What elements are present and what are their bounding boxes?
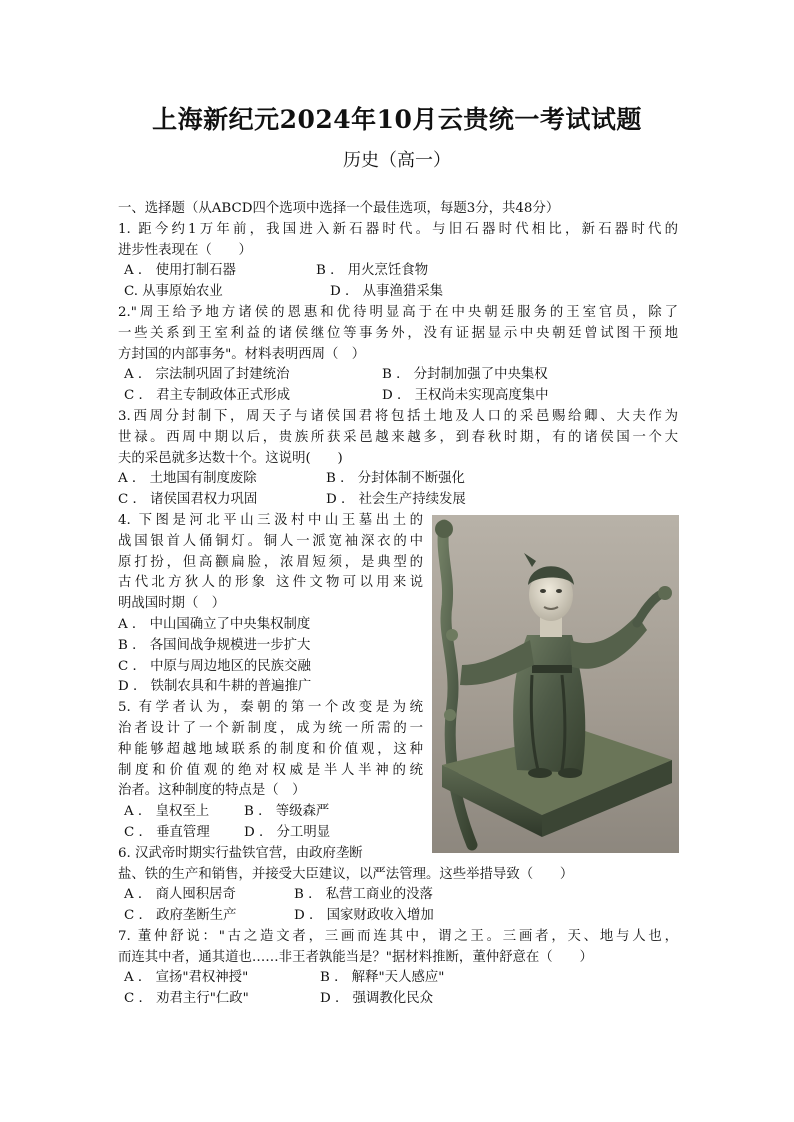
option-d[interactable]: D ． 国家财政收入增加 xyxy=(294,908,434,924)
question-text-line: 治者设计了一个新制度，成为统一所需的一 xyxy=(118,720,423,736)
question-text-line: 制度和价值观的绝对权威是半人半神的统 xyxy=(118,762,423,778)
option-row xyxy=(118,282,678,303)
question-text-line: 3.西周分封制下，周天子与诸侯国君将包括土地及人口的采邑赐给卿、大夫作为 xyxy=(118,408,678,424)
exam-title: 上海新纪元2024年10月云贵统一考试试题 xyxy=(152,105,642,134)
question-text-line: 方封国的内部事务"。材料表明西周（ ） xyxy=(118,346,366,362)
question-1 xyxy=(118,220,678,303)
option-row xyxy=(118,365,678,386)
option-row xyxy=(118,386,678,407)
option-row xyxy=(118,469,678,490)
option-b[interactable]: B ． 用火烹饪食物 xyxy=(316,263,429,279)
option-a[interactable]: A ． 中山国确立了中央集权制度 xyxy=(118,616,311,632)
option-a[interactable]: A ． 宗法制巩固了封建统治 xyxy=(124,367,290,383)
question-text-line: 进步性表现在（ ） xyxy=(118,242,252,258)
option-a[interactable]: A ． 商人囤积居奇 xyxy=(124,887,236,903)
option-c[interactable]: C ． 政府垄断生产 xyxy=(124,908,237,924)
question-text-line: 种能够超越地域联系的制度和价值观，这种 xyxy=(118,741,423,757)
option-c[interactable]: C. 从事原始农业 xyxy=(124,284,223,300)
question-7 xyxy=(118,927,678,1010)
option-d[interactable]: D ． 社会生产持续发展 xyxy=(326,492,466,508)
option-row xyxy=(118,885,678,906)
question-6 xyxy=(118,844,678,927)
question-text-line: 夫的采邑就多达数十个。这说明( ) xyxy=(118,450,343,466)
option-d[interactable]: D ． 王权尚未实现高度集中 xyxy=(382,388,549,404)
option-d[interactable]: D ． 从事渔猎采集 xyxy=(330,284,443,300)
question-text-line: 2."周王给予地方诸侯的恩惠和优待明显高于在中央朝廷服务的王室官员，除了 xyxy=(118,304,678,320)
bronze-lamp-figure-drawing xyxy=(432,515,679,853)
option-d[interactable]: D ． 铁制农具和牛耕的普遍推广 xyxy=(118,679,312,695)
question-text-line: 原打扮，但高颧扁脸，浓眉短须，是典型的 xyxy=(118,554,423,570)
question-text-line: 明战国时期（ ） xyxy=(118,596,226,612)
question-3 xyxy=(118,407,678,511)
option-row xyxy=(118,906,678,927)
exam-subtitle: 历史（高一） xyxy=(343,150,451,171)
option-row xyxy=(118,490,678,511)
option-d[interactable]: D ． 分工明显 xyxy=(244,824,331,840)
option-d[interactable]: D ． 强调教化民众 xyxy=(320,991,433,1007)
question-text-line: 世禄。西周中期以后，贵族所获采邑越来越多，到春秋时期，有的诸侯国一个大 xyxy=(118,429,678,445)
question-text-line: 6. 汉武帝时期实行盐铁官营，由政府垄断 xyxy=(118,845,363,861)
option-a[interactable]: A ． 宣扬"君权神授" xyxy=(124,970,249,986)
question-2 xyxy=(118,303,678,407)
option-c[interactable]: C ． 诸侯国君权力巩固 xyxy=(118,492,258,508)
question-text-line: 4. 下图是河北平山三汲村中山王墓出土的 xyxy=(118,512,423,528)
option-a[interactable]: A ． 土地国有制度废除 xyxy=(118,471,257,487)
option-b[interactable]: B ． 等级森严 xyxy=(244,804,330,820)
option-c[interactable]: C ． 垂直管理 xyxy=(124,824,210,840)
option-b[interactable]: B ． 解释"天人感应" xyxy=(320,970,445,986)
option-row xyxy=(118,261,678,282)
option-b[interactable]: B ． 各国间战争规模进一步扩大 xyxy=(118,637,311,653)
question-text-line: 5. 有学者认为，秦朝的第一个改变是为统 xyxy=(118,700,423,716)
section-heading: 一、选择题（从ABCD四个选项中选择一个最佳选项，每题3分，共48分） xyxy=(118,201,560,216)
option-b[interactable]: B ． 分封制加强了中央集权 xyxy=(382,367,548,383)
question-text-line: 7. 董仲舒说："古之造文者，三画而连其中，谓之王。三画者，天、地与人也， xyxy=(118,928,678,944)
question-text-line: 治者。这种制度的特点是（ ） xyxy=(118,783,306,799)
option-a[interactable]: A ． 皇权至上 xyxy=(124,804,210,820)
option-c[interactable]: C ． 君主专制政体正式形成 xyxy=(124,388,291,404)
option-b[interactable]: B ． 私营工商业的没落 xyxy=(294,887,433,903)
option-b[interactable]: B ． 分封体制不断强化 xyxy=(326,471,465,487)
option-c[interactable]: C ． 中原与周边地区的民族交融 xyxy=(118,658,311,674)
option-row xyxy=(118,968,678,989)
question-text-line: 一些关系到王室利益的诸侯继位等事务外，没有证据显示中央朝廷曾试图干预地 xyxy=(118,325,678,341)
option-a[interactable]: A ． 使用打制石器 xyxy=(124,263,236,279)
option-row xyxy=(118,989,678,1010)
question-text-line: 1. 距今约1万年前，我国进入新石器时代。与旧石器时代相比，新石器时代的 xyxy=(118,221,678,237)
question-text-line: 古代北方狄人的形象 这件文物可以用来说 xyxy=(118,575,423,591)
option-c[interactable]: C ． 劝君主行"仁政" xyxy=(124,991,249,1007)
bronze-lamp-figure-image xyxy=(432,515,679,853)
question-text-line: 而连其中者，通其道也……非王者孰能当是？"据材料推断，董仲舒意在（ ） xyxy=(118,949,593,965)
question-text-line: 战国银首人俑铜灯。铜人一派宽袖深衣的中 xyxy=(118,533,423,549)
question-text-line: 盐、铁的生产和销售，并接受大臣建议，以严法管理。这些举措导致（ ） xyxy=(118,866,574,882)
